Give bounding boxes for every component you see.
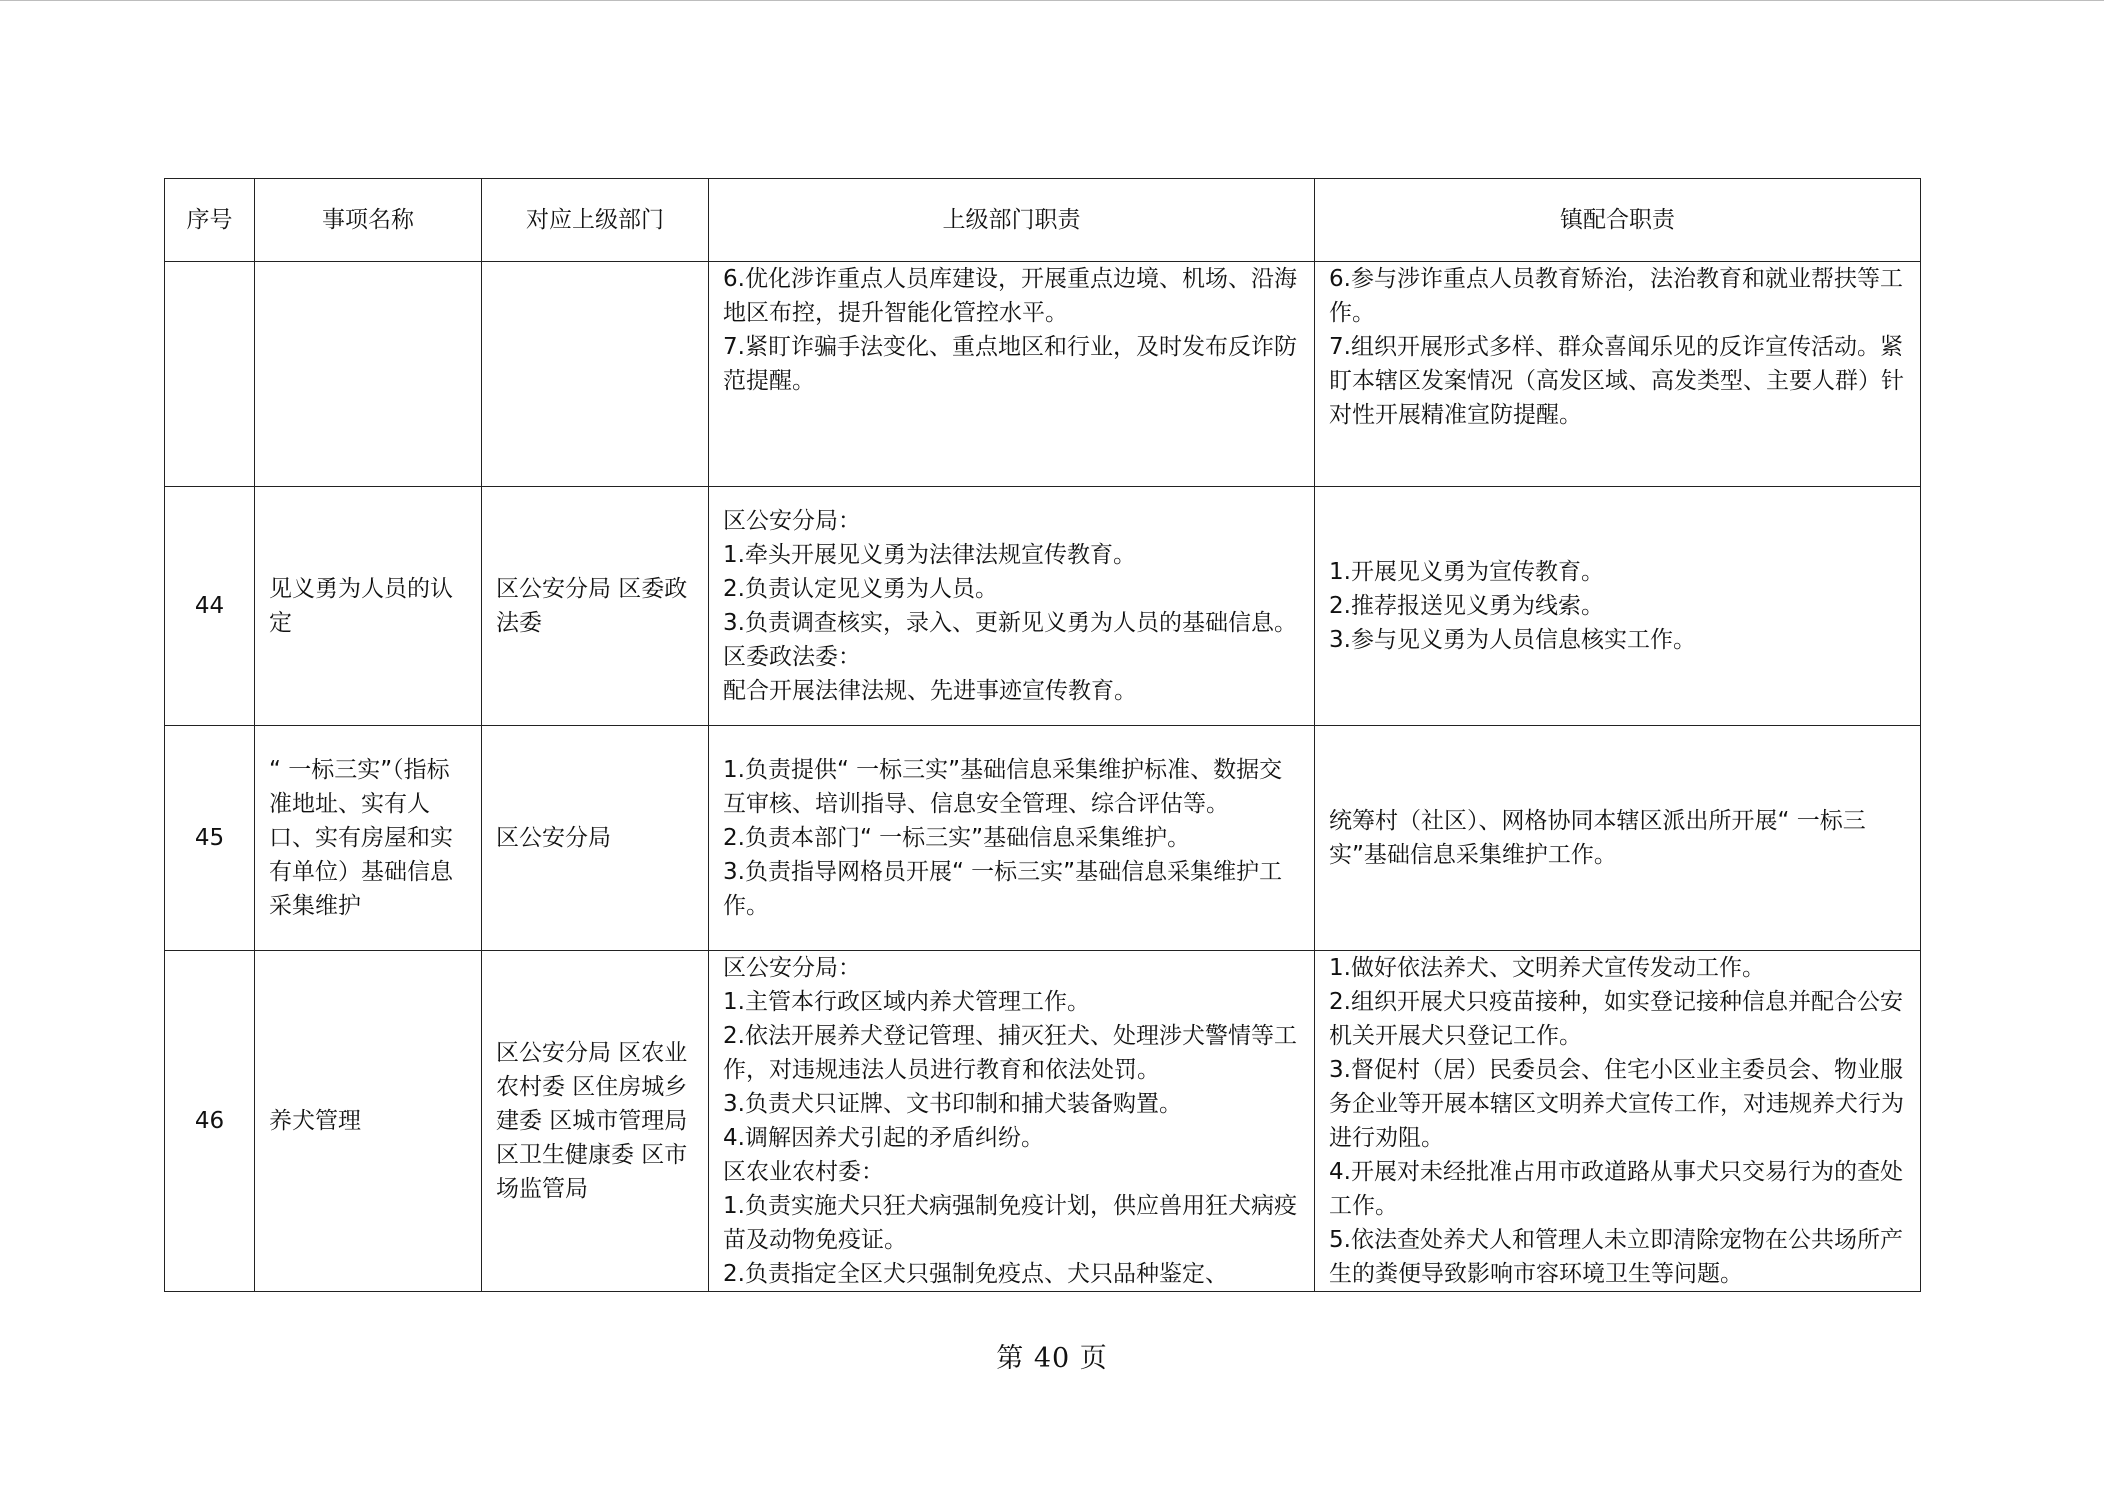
duty-line: 7.组织开展形式多样、群众喜闻乐见的反诈宣传活动。紧盯本辖区发案情况（高发区域、高发类型、主要人群）针对性开展精准宣防提醒。 [1329,334,1904,428]
table-row [165,262,1921,487]
row-town-duty [1315,726,1921,951]
page-number: 第 40 页 [996,1343,1108,1374]
duty-line: 2.推荐报送见义勇为线索。 [1329,593,1604,619]
duty-line: 4.调解因养犬引起的矛盾纠纷。 [723,1125,1044,1151]
table-row [165,487,1921,726]
header-item-name: 事项名称 [255,179,482,262]
row-no: 46 [165,951,255,1292]
duty-line: 区委政法委： [723,644,861,670]
row-upper-duty [709,951,1315,1292]
duty-line: 6.优化涉诈重点人员库建设，开展重点边境、机场、沿海地区布控，提升智能化管控水平。 [723,266,1297,326]
duty-line: 配合开展法律法规、先进事迹宣传教育。 [723,678,1137,704]
duty-line: 2.组织开展犬只疫苗接种，如实登记接种信息并配合公安机关开展犬只登记工作。 [1329,989,1903,1049]
header-town-duty: 镇配合职责 [1315,179,1921,262]
duty-line: 5.依法查处养犬人和管理人未立即清除宠物在公共场所产生的粪便导致影响市容环境卫生等问题。 [1329,1227,1903,1287]
row-upper-duty [709,487,1315,726]
row-item-name: “ 一标三实”（指标准地址、实有人口、实有房屋和实有单位）基础信息采集维护 [255,726,482,951]
duty-line: 6.参与涉诈重点人员教育矫治，法治教育和就业帮扶等工作。 [1329,266,1903,326]
row-no [165,262,255,487]
duty-line: 2.依法开展养犬登记管理、捕灭狂犬、处理涉犬警情等工作，对违规违法人员进行教育和依法处罚。 [723,1023,1297,1083]
duty-line: 区公安分局： [723,508,861,534]
row-dept [482,262,709,487]
duty-line: 区公安分局： [723,955,861,981]
duty-line: 区农业农村委： [723,1159,884,1185]
duty-line: 1.负责提供“ 一标三实”基础信息采集维护标准、数据交互审核、培训指导、信息安全管理、综合评估等。 [723,757,1283,817]
duty-line: 统筹村（社区）、网格协同本辖区派出所开展“ 一标三实”基础信息采集维护工作。 [1329,808,1866,868]
header-no: 序号 [165,179,255,262]
row-item-name [255,262,482,487]
row-dept: 区公安分局 区委政法委 [482,487,709,726]
duty-line: 1.开展见义勇为宣传教育。 [1329,559,1604,585]
top-border-line [0,0,2104,1]
header-upper-duty: 上级部门职责 [709,179,1315,262]
duty-line: 3.参与见义勇为人员信息核实工作。 [1329,627,1696,653]
table-header-row [165,179,1921,262]
row-town-duty [1315,487,1921,726]
duty-line: 2.负责认定见义勇为人员。 [723,576,998,602]
duty-line: 1.负责实施犬只狂犬病强制免疫计划，供应兽用狂犬病疫苗及动物免疫证。 [723,1193,1297,1253]
duty-line: 3.督促村（居）民委员会、住宅小区业主委员会、物业服务企业等开展本辖区文明养犬宣传工作，对违规养犬行为进行劝阻。 [1329,1057,1904,1151]
duty-table [164,178,1921,1292]
duty-line: 1.做好依法养犬、文明养犬宣传发动工作。 [1329,955,1765,981]
row-no: 45 [165,726,255,951]
duty-line: 1.牵头开展见义勇为法律法规宣传教育。 [723,542,1136,568]
row-dept: 区公安分局 [482,726,709,951]
row-upper-duty [709,262,1315,487]
header-upper-dept: 对应上级部门 [482,179,709,262]
row-dept: 区公安分局 区农业农村委 区住房城乡建委 区城市管理局 区卫生健康委 区市场监管局 [482,951,709,1292]
duty-line: 7.紧盯诈骗手法变化、重点地区和行业，及时发布反诈防范提醒。 [723,334,1297,394]
table-row [165,951,1921,1292]
row-upper-duty [709,726,1315,951]
duty-line: 3.负责犬只证牌、文书印制和捕犬装备购置。 [723,1091,1182,1117]
duty-line: 2.负责本部门“ 一标三实”基础信息采集维护。 [723,825,1191,851]
duty-line: 2.负责指定全区犬只强制免疫点、犬只品种鉴定、 [723,1261,1228,1287]
duty-line: 1.主管本行政区域内养犬管理工作。 [723,989,1090,1015]
row-town-duty [1315,951,1921,1292]
duty-line: 3.负责调查核实，录入、更新见义勇为人员的基础信息。 [723,610,1297,636]
row-item-name: 见义勇为人员的认定 [255,487,482,726]
duty-line: 3.负责指导网格员开展“ 一标三实”基础信息采集维护工作。 [723,859,1283,919]
row-item-name: 养犬管理 [255,951,482,1292]
table-row [165,726,1921,951]
duty-line: 4.开展对未经批准占用市政道路从事犬只交易行为的查处工作。 [1329,1159,1903,1219]
row-no: 44 [165,487,255,726]
row-town-duty [1315,262,1921,487]
